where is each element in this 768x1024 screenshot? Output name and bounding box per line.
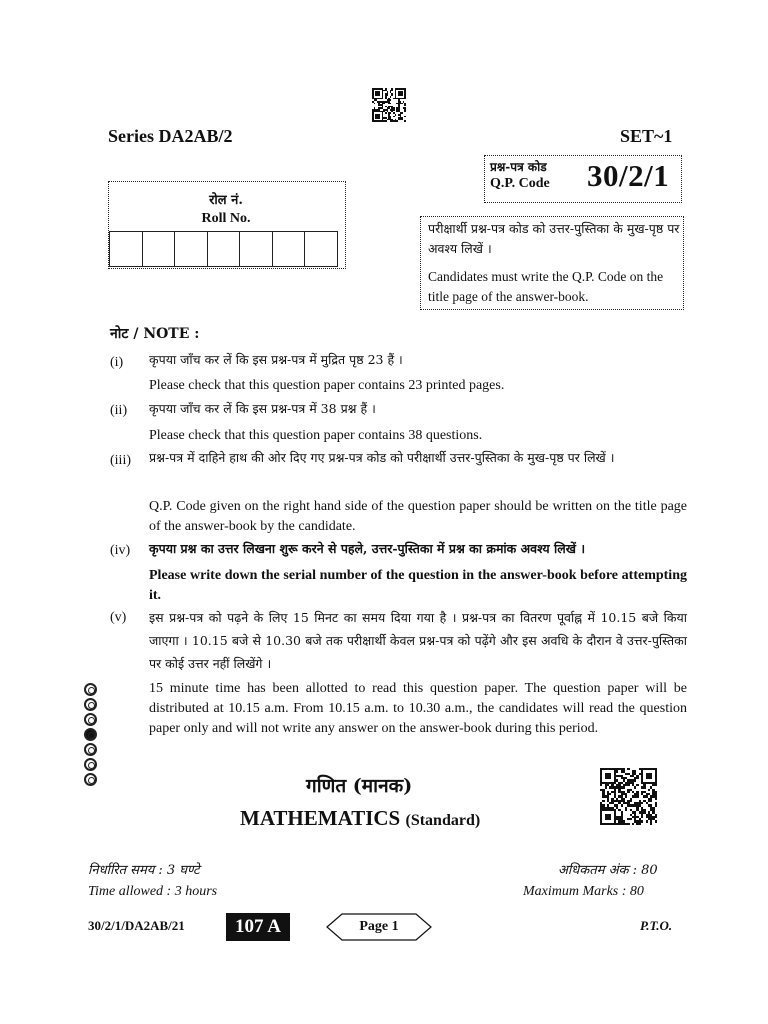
margin-circle-marks xyxy=(84,683,97,786)
note-title: नोट / NOTE : xyxy=(110,326,200,342)
note-item-hindi: इस प्रश्न-पत्र को पढ़ने के लिए 15 मिनट का समय दिया गया है । प्रश्न-पत्र का वितरण पूर्वाह्न में 10.15 बजे किया जाएगा । 10.15 बजे से 10.30 बजे तक परीक्षार्थी केवल प्रश्न-पत्र को पढ़ेंगे और इस अवधि के दौरान वे उत्तर-पुस्तिका पर कोई उत्तर नहीं लिखेंगे । xyxy=(149,610,687,671)
candidate-note-hindi: परीक्षार्थी प्रश्न-पत्र कोड को उत्तर-पुस्तिका के मुख-पृष्ठ पर अवश्य लिखें । xyxy=(428,221,680,256)
note-item-english: Please write down the serial number of the question in the answer-book before attempting it. xyxy=(149,568,687,603)
roll-number-cell[interactable] xyxy=(174,231,208,267)
series-label: Series DA2AB/2 xyxy=(108,126,233,146)
footer-set-badge: 107 A xyxy=(226,913,290,941)
qp-code-label-hindi: प्रश्न-पत्र कोड xyxy=(490,160,547,174)
roll-number-cell[interactable] xyxy=(142,231,176,267)
note-item-hindi: कृपया प्रश्न का उत्तर लिखना शुरू करने से पहले, उत्तर-पुस्तिका में प्रश्न का क्रमांक अवश्य लिखें । xyxy=(149,541,586,556)
qp-code-label-english: Q.P. Code xyxy=(490,176,550,191)
circle-mark xyxy=(84,683,97,696)
max-marks-english: Maximum Marks : 80 xyxy=(523,884,644,899)
max-marks-hindi: अधिकतम अंक : 80 xyxy=(558,863,658,878)
roll-number-cell[interactable] xyxy=(207,231,241,267)
roll-number-cell[interactable] xyxy=(272,231,306,267)
note-item-english: 15 minute time has been allotted to read this question paper. The question paper will be distributed at 10.15 a.m. From 10.15 a.m. to 10.30 a.m., the candidates will read the question paper only and will not write any answer on the answer-book during this period. xyxy=(149,681,687,736)
note-item-hindi: कृपया जाँच कर लें कि इस प्रश्न-पत्र में मुद्रित पृष्ठ 23 हैं । xyxy=(149,352,403,367)
bottom-qr-code xyxy=(600,768,657,825)
circle-mark xyxy=(84,698,97,711)
note-item-number: (v) xyxy=(110,610,127,625)
candidate-note-english: Candidates must write the Q.P. Code on the title page of the answer-book. xyxy=(428,269,664,304)
roll-label-english: Roll No. xyxy=(201,211,251,226)
subject-level: (Standard) xyxy=(405,812,481,829)
note-item-english: Q.P. Code given on the right hand side of the question paper should be written on the title page of the answer-book by the candidate. xyxy=(149,499,687,534)
note-item-number: (ii) xyxy=(110,403,128,418)
circle-mark xyxy=(84,758,97,771)
note-item-hindi: कृपया जाँच कर लें कि इस प्रश्न-पत्र में 38 प्रश्न हैं । xyxy=(149,401,376,416)
subject-name: MATHEMATICS xyxy=(240,806,401,830)
note-item-number: (iv) xyxy=(110,543,131,558)
roll-number-cells xyxy=(110,231,338,267)
roll-number-cell[interactable] xyxy=(109,231,143,267)
top-qr-code xyxy=(372,88,406,122)
page-number: Page 1 xyxy=(359,919,399,934)
note-item-english: Please check that this question paper contains 23 printed pages. xyxy=(149,378,505,393)
footer-paper-code: 30/2/1/DA2AB/21 xyxy=(88,918,185,933)
note-item-number: (i) xyxy=(110,355,124,370)
set-label: SET~1 xyxy=(620,126,673,146)
roll-label-hindi: रोल नं. xyxy=(209,193,243,208)
roll-number-cell[interactable] xyxy=(239,231,273,267)
circle-mark xyxy=(84,713,97,726)
circle-mark xyxy=(84,773,97,786)
qp-code-value: 30/2/1 xyxy=(587,158,670,193)
circle-mark xyxy=(84,743,97,756)
note-item-english: Please check that this question paper contains 38 questions. xyxy=(149,428,483,443)
note-item-hindi: प्रश्न-पत्र में दाहिने हाथ की ओर दिए गए प्रश्न-पत्र कोड को परीक्षार्थी उत्तर-पुस्तिका के मुख-पृष्ठ पर लिखें । xyxy=(149,450,615,465)
roll-number-cell[interactable] xyxy=(304,231,338,267)
circle-mark-filled xyxy=(84,728,97,741)
subject-title-hindi: गणित (मानक) xyxy=(306,775,413,797)
time-allowed-english: Time allowed : 3 hours xyxy=(88,884,218,899)
subject-title-english xyxy=(240,806,480,831)
time-allowed-hindi: निर्धारित समय : 3 घण्टे xyxy=(88,863,200,878)
note-item-number: (iii) xyxy=(110,453,131,468)
pto-label: P.T.O. xyxy=(640,918,673,933)
